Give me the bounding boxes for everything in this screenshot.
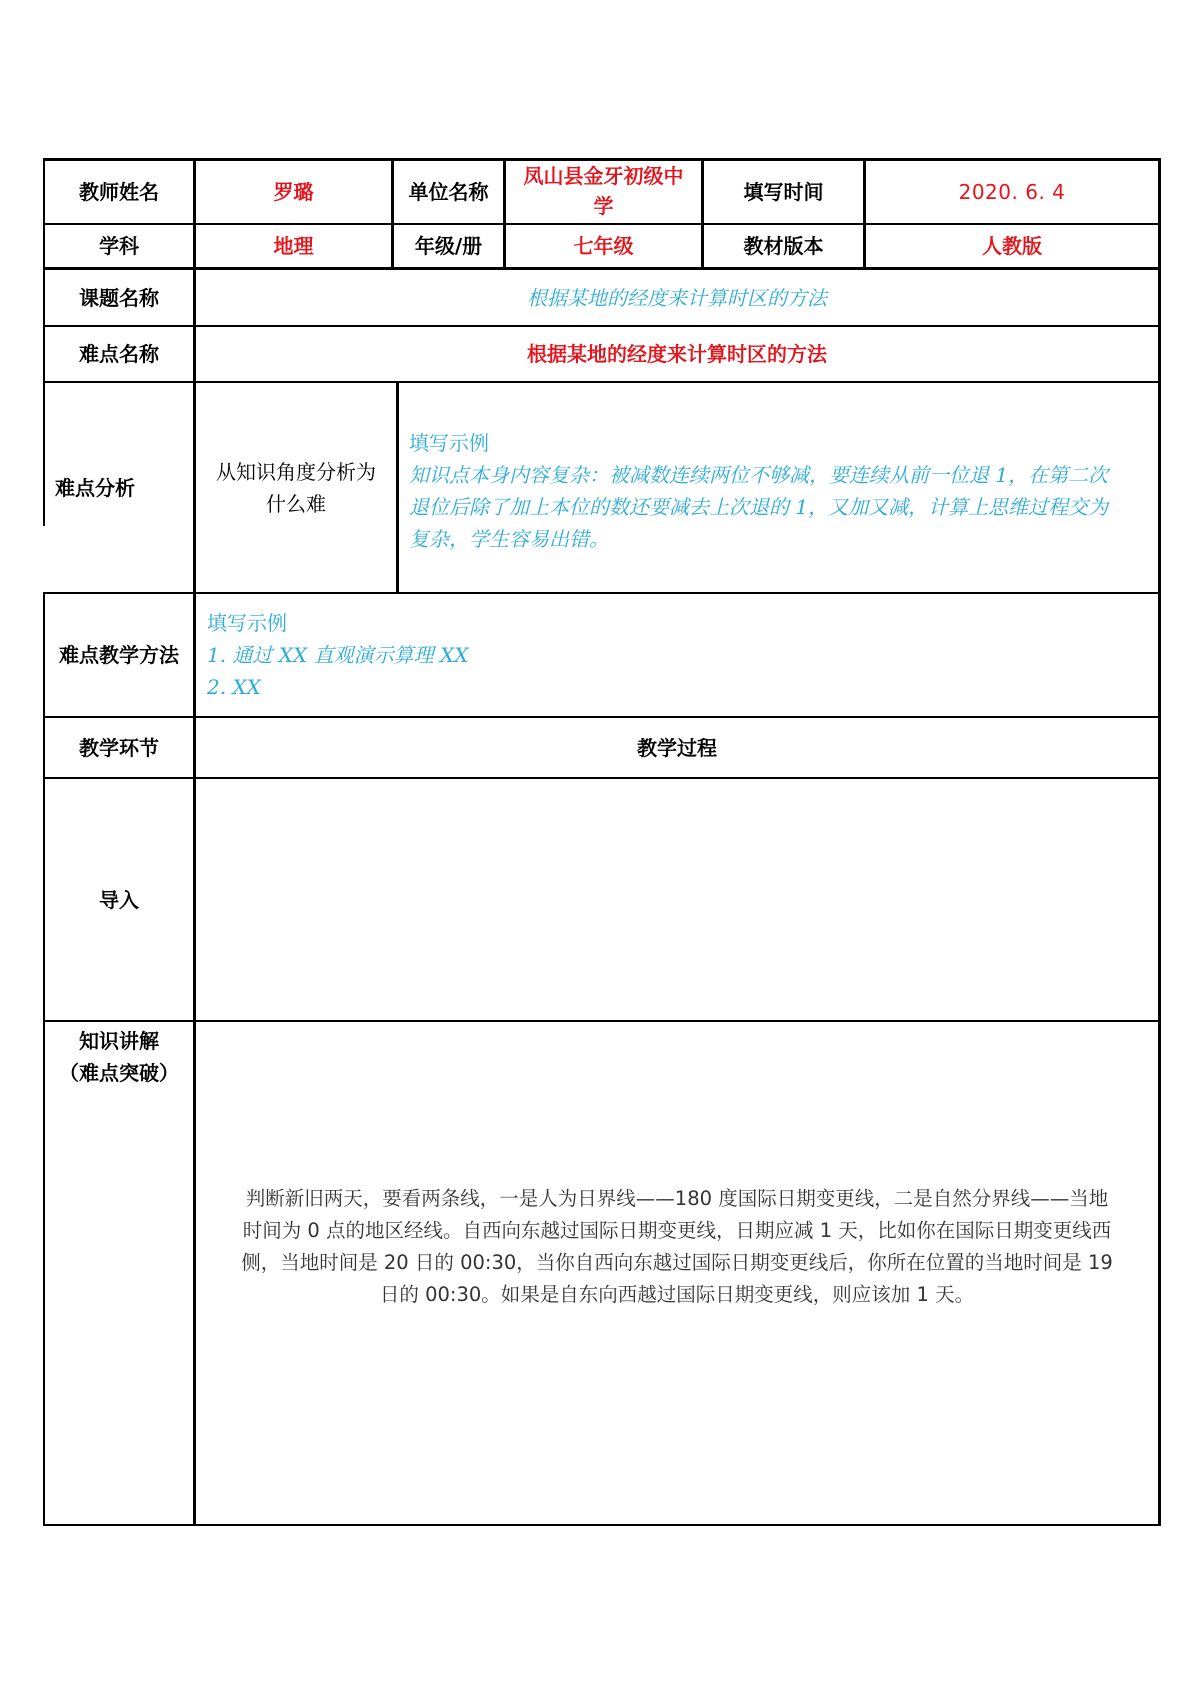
- knowledge-paragraph: [196, 1183, 1158, 1311]
- example-line: 知识点本身内容复杂：被减数连续两位不够减，要连续从前一位退 1，在第二次: [409, 463, 1109, 487]
- example-line: 复杂，学生容易出错。: [409, 527, 609, 551]
- knowledge-label-line: （难点突破）: [59, 1061, 179, 1085]
- subject-value: 地理: [273, 234, 314, 258]
- teaching-process-header: 教学过程: [637, 735, 717, 760]
- divider: [43, 1020, 1161, 1022]
- analysis-label: 难点分析: [55, 475, 135, 500]
- method-item: 1. 通过 XX 直观演示算理 XX: [207, 643, 469, 667]
- intro-label: 导入: [99, 887, 139, 912]
- example-title: 填写示例: [409, 431, 489, 455]
- topic-label: 课题名称: [79, 285, 159, 310]
- fill-date-label: 填写时间: [743, 180, 824, 204]
- column-divider: [396, 381, 399, 594]
- border-bottom: [43, 1524, 1161, 1526]
- subject-label: 学科: [99, 234, 139, 258]
- topic-value: 根据某地的经度来计算时区的方法: [527, 285, 827, 310]
- edition-value: 人教版: [982, 234, 1042, 258]
- knowledge-label: [45, 1024, 193, 1090]
- edition-label: 教材版本: [743, 234, 824, 258]
- unit-name-label: 单位名称: [408, 180, 489, 204]
- analysis-sublabel-line: 什么难: [266, 491, 326, 516]
- teaching-stage-label: 教学环节: [79, 735, 159, 760]
- difficulty-label: 难点名称: [79, 342, 159, 366]
- analysis-sublabel: [196, 383, 396, 592]
- border-right: [1158, 158, 1161, 1526]
- analysis-sublabel-line: 从知识角度分析为: [216, 459, 376, 484]
- unit-name-value: [506, 159, 701, 223]
- intro-content[interactable]: [196, 779, 1158, 1020]
- example-line: 退位后除了加上本位的数还要减去上次退的 1，又加又减，计算上思维过程交为: [409, 495, 1109, 519]
- paragraph-line: 日的 00:30。如果是自东向西越过国际日期变更线，则应该加 1 天。: [379, 1283, 975, 1306]
- teacher-name-label: 教师姓名: [79, 180, 159, 204]
- example-title: 填写示例: [207, 611, 287, 635]
- method-example: [207, 607, 1107, 703]
- analysis-example: [409, 427, 1154, 555]
- paragraph-line: 判断新旧两天，要看两条线，一是人为日界线——180 度国际日期变更线，二是自然分界线——当地: [245, 1187, 1109, 1210]
- knowledge-label-line: 知识讲解: [79, 1029, 159, 1053]
- method-label: 难点教学方法: [59, 643, 179, 667]
- paragraph-line: 侧，当地时间是 20 日的 00:30，当你自西向东越过国际日期变更线后，你所在位置的当地时间是 19: [241, 1251, 1113, 1274]
- unit-name-line: 学: [593, 194, 614, 218]
- difficulty-value: 根据某地的经度来计算时区的方法: [527, 342, 827, 366]
- paragraph-line: 时间为 0 点的地区经线。自西向东越过国际日期变更线，日期应减 1 天，比如你在国际日期变更线西: [242, 1219, 1112, 1242]
- method-item: 2. XX: [207, 675, 261, 699]
- divider: [43, 592, 1161, 594]
- grade-value: 七年级: [573, 234, 634, 258]
- fill-date-value: 2020. 6. 4: [958, 180, 1066, 204]
- grade-label: 年级/册: [414, 234, 483, 258]
- unit-name-line: 凤山县金牙初级中: [523, 164, 684, 188]
- teacher-name-value: 罗璐: [273, 180, 314, 204]
